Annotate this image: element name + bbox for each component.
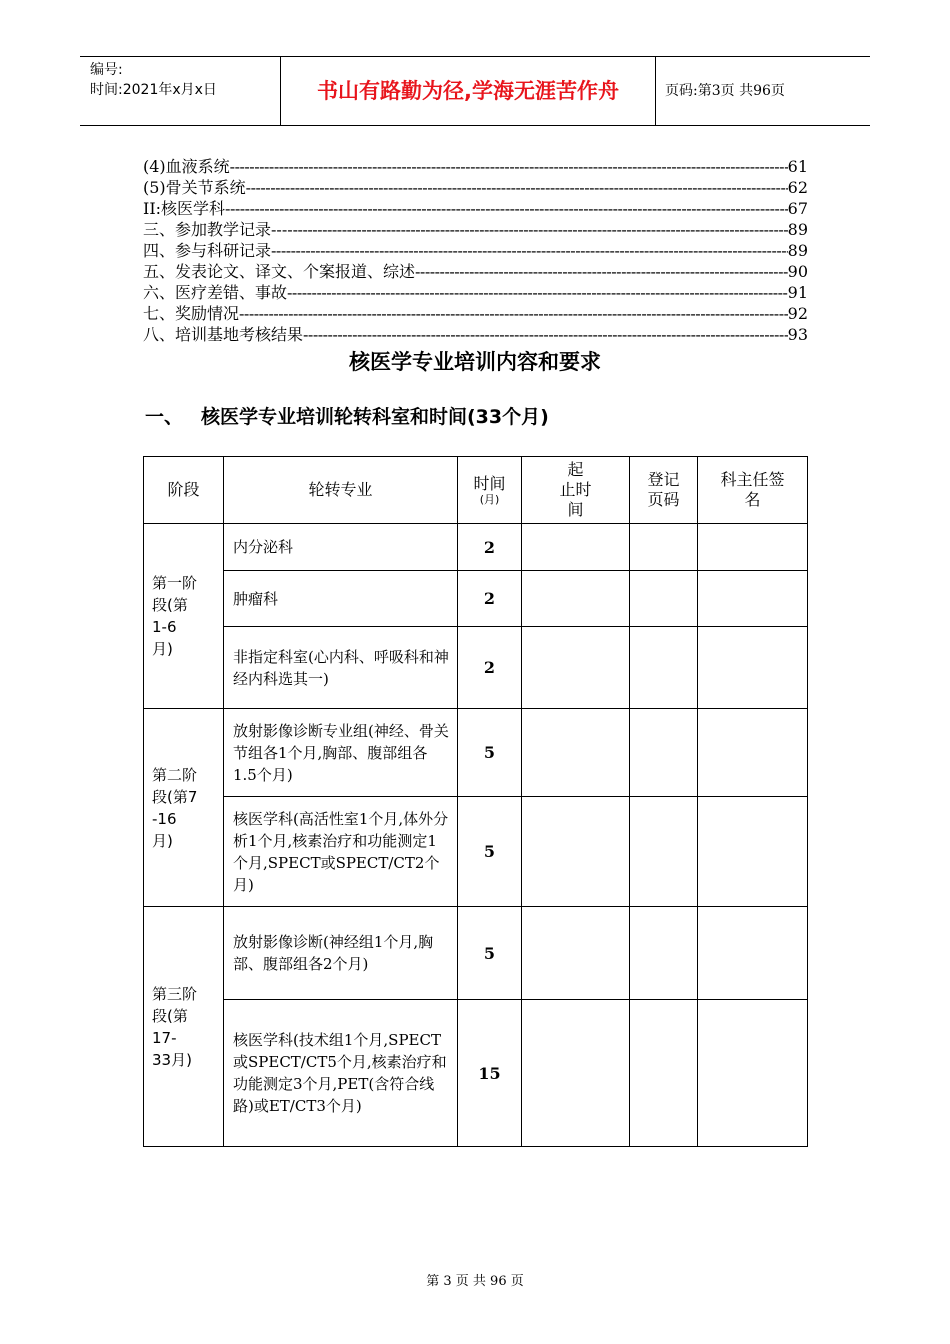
table-row	[144, 709, 808, 797]
rotation-specialty: 放射影像诊断(神经组1个月,胸部、腹部组各2个月)	[224, 907, 458, 1000]
page-header	[80, 56, 870, 126]
header-start-end: 起 止时 间	[522, 457, 630, 524]
toc-leader	[293, 219, 788, 240]
toc-leader	[271, 240, 788, 261]
header-meta	[80, 57, 280, 125]
toc-leader	[303, 324, 788, 345]
stage-label: 第一阶 段(第 1-6 月)	[144, 524, 224, 709]
rotation-specialty: 放射影像诊断专业组(神经、骨关节组各1个月,胸部、腹部组各1.5个月)	[224, 709, 458, 797]
toc-entry	[143, 324, 808, 345]
header-specialty: 轮转专业	[224, 457, 458, 524]
table-row	[144, 1000, 808, 1147]
toc-entry	[143, 282, 808, 303]
toc-entry	[143, 177, 808, 198]
table-of-contents	[143, 156, 808, 345]
table-row	[144, 797, 808, 907]
rotation-specialty: 肿瘤科	[224, 571, 458, 627]
toc-entry	[143, 303, 808, 324]
register-page-cell[interactable]	[630, 627, 698, 709]
signature-cell[interactable]	[698, 907, 808, 1000]
stage-label: 第二阶 段(第7 -16 月)	[144, 709, 224, 907]
rotation-months: 15	[458, 1000, 522, 1147]
toc-entry-page: 89	[787, 241, 808, 260]
toc-leader	[225, 198, 788, 219]
table-row	[144, 524, 808, 571]
toc-entry-label: 七、奖励情况	[143, 304, 240, 323]
toc-entry	[143, 198, 808, 219]
signature-cell[interactable]	[698, 709, 808, 797]
rotation-months: 2	[458, 571, 522, 627]
start-end-cell[interactable]	[522, 907, 630, 1000]
rotation-specialty: 内分泌科	[224, 524, 458, 571]
section-heading	[145, 402, 549, 429]
toc-entry-label: 六、医疗差错、事故	[143, 283, 288, 302]
rotation-specialty: 核医学科(技术组1个月,SPECT 或SPECT/CT5个月,核素治疗和功能测定3个月,PET(含符合线路)或ET/CT3个月)	[224, 1000, 458, 1147]
start-end-cell[interactable]	[522, 571, 630, 627]
toc-entry	[143, 240, 808, 261]
toc-entry	[143, 261, 808, 282]
toc-leader	[239, 303, 788, 324]
signature-cell[interactable]	[698, 571, 808, 627]
document-number-label: 编号:	[90, 62, 123, 78]
start-end-cell[interactable]	[522, 797, 630, 907]
toc-entry-label: II:核医学科	[143, 199, 226, 218]
header-time-unit: (月)	[479, 493, 500, 506]
toc-entry-label: (4)血液系统	[143, 157, 230, 176]
toc-entry-page: 62	[787, 178, 808, 197]
start-end-cell[interactable]	[522, 709, 630, 797]
rotation-table	[143, 456, 808, 1147]
signature-cell[interactable]	[698, 627, 808, 709]
toc-entry	[143, 156, 808, 177]
header-signature: 科主任签 名	[698, 457, 808, 524]
header-register-page: 登记 页码	[630, 457, 698, 524]
start-end-cell[interactable]	[522, 627, 630, 709]
signature-cell[interactable]	[698, 524, 808, 571]
toc-entry-label: 四、参与科研记录	[143, 241, 272, 260]
rotation-months: 5	[458, 709, 522, 797]
toc-entry	[143, 219, 808, 240]
toc-entry-label: 三、参加教学记录----	[143, 220, 293, 239]
rotation-months: 2	[458, 627, 522, 709]
toc-entry-page: 90	[787, 262, 808, 281]
register-page-cell[interactable]	[630, 1000, 698, 1147]
toc-entry-label: 八、培训基地考核结果	[143, 325, 304, 344]
register-page-cell[interactable]	[630, 907, 698, 1000]
rotation-months: 5	[458, 797, 522, 907]
toc-leader	[415, 261, 788, 282]
toc-entry-page: 89	[787, 220, 808, 239]
header-time	[458, 457, 522, 524]
register-page-cell[interactable]	[630, 571, 698, 627]
document-time-label: 时间:2021年x月x日	[90, 82, 217, 98]
toc-entry-page: 91	[787, 283, 808, 302]
signature-cell[interactable]	[698, 1000, 808, 1147]
table-row	[144, 627, 808, 709]
header-slogan: 书山有路勤为径,学海无涯苦作舟	[280, 57, 656, 125]
toc-leader	[246, 177, 788, 198]
document-title: 核医学专业培训内容和要求	[349, 350, 601, 374]
toc-entry-page: 67	[787, 199, 808, 218]
toc-leader	[287, 282, 788, 303]
toc-entry-page: 92	[787, 304, 808, 323]
header-page-info: 页码:第3页 共96页	[665, 83, 785, 99]
toc-entry-label: (5)骨关节系统	[143, 178, 246, 197]
start-end-cell[interactable]	[522, 1000, 630, 1147]
rotation-months: 2	[458, 524, 522, 571]
table-row	[144, 571, 808, 627]
toc-entry-page: 93	[787, 325, 808, 344]
toc-entry-label: 五、发表论文、译文、个案报道、综述	[143, 262, 416, 281]
header-stage: 阶段	[144, 457, 224, 524]
table-header-row	[144, 457, 808, 524]
signature-cell[interactable]	[698, 797, 808, 907]
register-page-cell[interactable]	[630, 524, 698, 571]
register-page-cell[interactable]	[630, 797, 698, 907]
rotation-months: 5	[458, 907, 522, 1000]
table-row	[144, 907, 808, 1000]
page-footer: 第 3 页 共 96 页	[426, 1274, 524, 1289]
toc-entry-page: 61	[787, 157, 808, 176]
section-number: 一、	[145, 406, 184, 428]
header-time-label: 时间	[473, 474, 506, 493]
rotation-specialty: 核医学科(高活性室1个月,体外分析1个月,核素治疗和功能测定1个月,SPECT或SPECT/CT2个月)	[224, 797, 458, 907]
register-page-cell[interactable]	[630, 709, 698, 797]
start-end-cell[interactable]	[522, 524, 630, 571]
stage-label: 第三阶 段(第 17- 33月)	[144, 907, 224, 1147]
section-title: 核医学专业培训轮转科室和时间(33个月)	[201, 406, 549, 428]
rotation-specialty: 非指定科室(心内科、呼吸科和神经内科选其一)	[224, 627, 458, 709]
toc-leader	[230, 156, 788, 177]
